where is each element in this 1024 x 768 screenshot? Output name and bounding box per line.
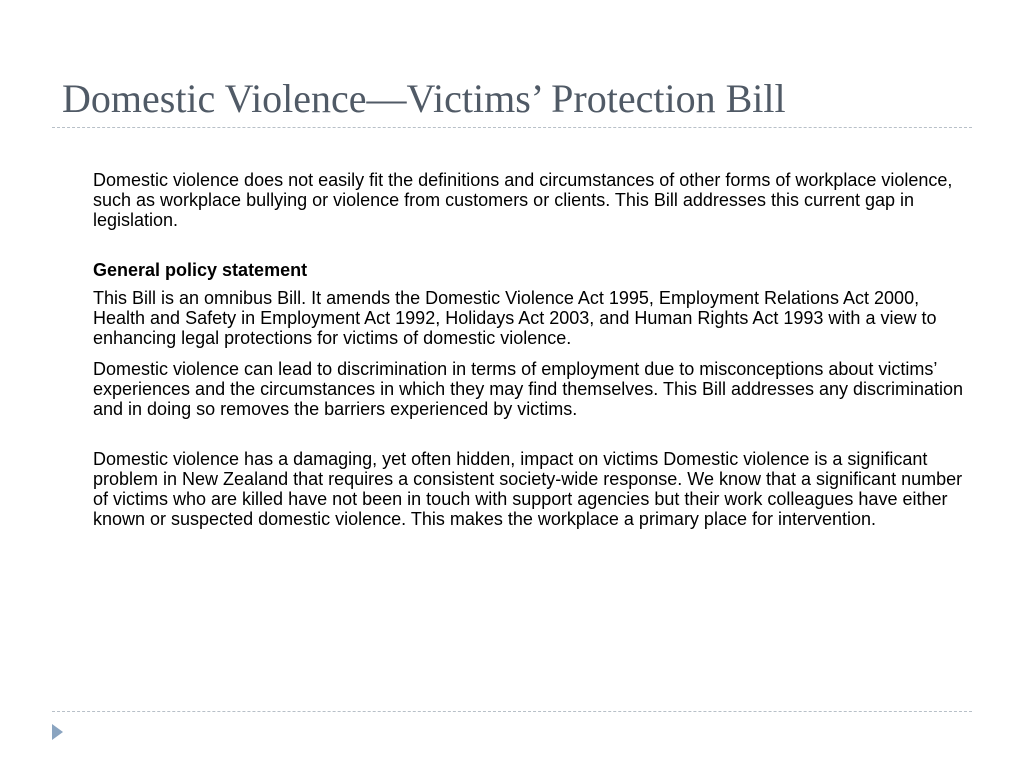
- triangle-right-icon: [52, 724, 63, 740]
- slide-body: [93, 170, 973, 529]
- policy-heading: General policy statement: [93, 260, 308, 280]
- title-divider: [52, 127, 972, 128]
- intro-paragraph: Domestic violence does not easily fit the definitions and circumstances of other forms of workplace violence, such as workplace bullying or violence from customers or clients. This Bill addresses this current gap in legislation.: [93, 170, 953, 230]
- omnibus-paragraph: This Bill is an omnibus Bill. It amends the Domestic Violence Act 1995, Employment Relations Act 2000, Health and Safety in Employment Act 1992, Holidays Act 2003, and Human Rights Act 1993 with a view to enhancing legal protections for victims of domestic violence.: [93, 288, 937, 348]
- footer-divider: [52, 711, 972, 712]
- discrimination-paragraph: Domestic violence can lead to discrimination in terms of employment due to misconceptions about victims’ experiences and the circumstances in which they may find themselves. This Bill addresses any discrimination and in doing so removes the barriers experienced by victims.: [93, 359, 964, 419]
- slide-title: Domestic Violence—Victims’ Protection Bill: [62, 76, 786, 121]
- impact-paragraph: Domestic violence has a damaging, yet often hidden, impact on victims Domestic violence is a significant problem in New Zealand that requires a consistent society-wide response. We know that a significant number of victims who are killed have not been in touch with support agencies but their work colleagues have either known or suspected domestic violence. This makes the workplace a primary place for intervention.: [93, 449, 963, 529]
